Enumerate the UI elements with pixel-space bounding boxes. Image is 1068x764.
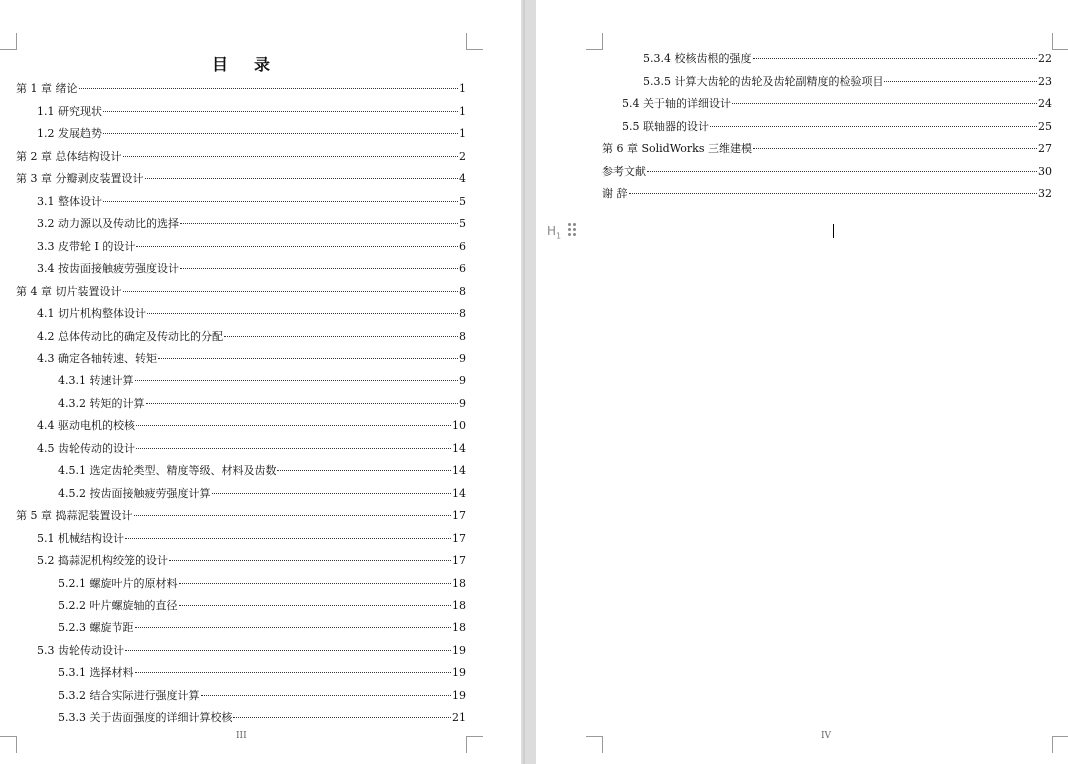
dot-leader <box>136 246 458 247</box>
crop-mark <box>466 736 483 753</box>
toc-entry-text: 5.3.2 结合实际进行强度计算 <box>58 689 200 702</box>
dot-leader <box>180 268 458 269</box>
toc-entry[interactable] <box>37 104 466 120</box>
toc-entry-text: 1.2 发展趋势 <box>37 127 102 140</box>
toc-title <box>0 52 484 75</box>
dot-leader <box>753 148 1037 149</box>
toc-entry-text: 3.1 整体设计 <box>37 195 102 208</box>
dot-leader <box>647 171 1037 172</box>
toc-entry-text: 4.1 切片机构整体设计 <box>37 307 146 320</box>
dot-leader <box>125 538 451 539</box>
toc-entry-page: 18 <box>452 621 466 634</box>
toc-entry-text: 5.4 关于轴的详细设计 <box>622 97 731 110</box>
toc-entry[interactable] <box>58 396 466 412</box>
toc-entry-page: 19 <box>452 689 466 702</box>
page-number: IV <box>821 731 832 741</box>
toc-entry-page: 10 <box>452 419 466 432</box>
crop-mark <box>0 736 17 753</box>
toc-entry-page: 1 <box>459 105 466 118</box>
toc-entry[interactable] <box>37 351 466 367</box>
toc-entry[interactable] <box>16 284 466 300</box>
heading-level-icon[interactable] <box>547 224 561 240</box>
toc-entry-text: 4.5.2 按齿面接触疲劳强度计算 <box>58 487 211 500</box>
toc-entry-page: 19 <box>452 644 466 657</box>
toc-entry[interactable] <box>37 441 466 457</box>
dot-leader <box>103 111 458 112</box>
dot-leader <box>179 583 452 584</box>
dot-leader <box>732 103 1037 104</box>
toc-entry-page: 14 <box>452 442 466 455</box>
crop-mark <box>1052 736 1068 753</box>
dot-leader <box>147 313 458 314</box>
toc-entry-text: 5.3.4 校核齿根的强度 <box>643 52 752 65</box>
toc-entry-page: 18 <box>452 577 466 590</box>
toc-entry[interactable] <box>58 486 466 502</box>
dot-leader <box>136 425 451 426</box>
toc-entry[interactable] <box>602 141 1052 157</box>
toc-entry-text: 5.3.5 计算大齿轮的齿轮及齿轮副精度的检验项目 <box>643 75 884 88</box>
dot-leader <box>135 627 452 628</box>
toc-entry-page: 8 <box>459 307 466 320</box>
dot-leader <box>884 81 1037 82</box>
dot-leader <box>158 358 458 359</box>
toc-entry[interactable] <box>16 508 466 524</box>
toc-entry-text: 5.2.1 螺旋叶片的原材料 <box>58 577 178 590</box>
dot-leader <box>134 515 452 516</box>
crop-mark <box>586 33 603 50</box>
toc-entry[interactable] <box>58 620 466 636</box>
toc-entry-text: 第 5 章 捣蒜泥装置设计 <box>16 509 133 522</box>
toc-entry-page: 17 <box>452 554 466 567</box>
toc-entry-text: 5.3.3 关于齿面强度的详细计算校核 <box>58 711 233 724</box>
dot-leader <box>135 672 452 673</box>
document-page-left <box>0 0 521 764</box>
toc-entry-page: 9 <box>459 352 466 365</box>
toc-entry[interactable] <box>37 306 466 322</box>
toc-entry-page: 6 <box>459 262 466 275</box>
document-page-right <box>536 0 1068 764</box>
toc-entry-text: 5.3.1 选择材料 <box>58 666 134 679</box>
toc-entry-page: 27 <box>1038 142 1052 155</box>
toc-entry-text: 4.5.1 选定齿轮类型、精度等级、材料及齿数 <box>58 464 277 477</box>
toc-entry[interactable] <box>643 74 1052 90</box>
dot-leader <box>629 193 1038 194</box>
dot-leader <box>212 493 452 494</box>
dot-leader <box>123 291 459 292</box>
toc-entry[interactable] <box>37 261 466 277</box>
toc-entry-page: 2 <box>459 150 466 163</box>
dot-leader <box>753 58 1038 59</box>
toc-entry-text: 4.3.2 转矩的计算 <box>58 397 145 410</box>
toc-entry[interactable] <box>58 576 466 592</box>
toc-entry[interactable] <box>58 665 466 681</box>
toc-entry-text: 5.2 捣蒜泥机构绞笼的设计 <box>37 554 168 567</box>
dot-leader <box>135 380 459 381</box>
dot-leader <box>233 717 451 718</box>
toc-entry[interactable] <box>622 119 1052 135</box>
dot-leader <box>224 336 458 337</box>
toc-entry-page: 23 <box>1038 75 1052 88</box>
toc-entry-text: 4.3 确定各轴转速、转矩 <box>37 352 157 365</box>
toc-entry[interactable] <box>602 186 1052 202</box>
toc-entry[interactable] <box>16 149 466 165</box>
toc-entry[interactable] <box>622 96 1052 112</box>
dot-leader <box>145 178 459 179</box>
toc-entry-text: 5.5 联轴器的设计 <box>622 120 709 133</box>
heading-level-letter: H <box>547 224 557 238</box>
toc-title-char-1: 目 <box>211 55 230 74</box>
dot-leader <box>79 88 459 89</box>
toc-entry-text: 第 6 章 SolidWorks 三维建模 <box>602 142 752 155</box>
toc-entry[interactable] <box>58 688 466 704</box>
toc-entry[interactable] <box>58 463 466 479</box>
toc-entry-text: 谢 辞 <box>602 187 628 200</box>
toc-entry-page: 17 <box>452 509 466 522</box>
crop-mark <box>1052 33 1068 50</box>
toc-entry[interactable] <box>37 418 466 434</box>
toc-entry-text: 5.2.3 螺旋节距 <box>58 621 134 634</box>
toc-title-char-2: 录 <box>254 55 273 74</box>
dot-leader <box>201 695 452 696</box>
toc-entry-page: 6 <box>459 240 466 253</box>
toc-entry-text: 3.2 动力源以及传动比的选择 <box>37 217 179 230</box>
toc-entry-text: 3.4 按齿面接触疲劳强度设计 <box>37 262 179 275</box>
toc-entry-page: 9 <box>459 374 466 387</box>
toc-entry[interactable] <box>58 710 466 726</box>
toc-entry-text: 4.3.1 转速计算 <box>58 374 134 387</box>
toc-entry[interactable] <box>37 216 466 232</box>
toc-entry-page: 14 <box>452 464 466 477</box>
toc-entry-text: 4.4 驱动电机的校核 <box>37 419 135 432</box>
toc-entry[interactable] <box>37 239 466 255</box>
drag-handle-icon[interactable] <box>568 222 578 238</box>
toc-entry-page: 18 <box>452 599 466 612</box>
toc-entry-page: 9 <box>459 397 466 410</box>
toc-entry[interactable] <box>37 194 466 210</box>
crop-mark <box>586 736 603 753</box>
toc-entry-page: 14 <box>452 487 466 500</box>
toc-entry-page: 17 <box>452 532 466 545</box>
crop-mark <box>0 33 17 50</box>
toc-entry[interactable] <box>58 373 466 389</box>
toc-entry-page: 5 <box>459 217 466 230</box>
toc-entry[interactable] <box>37 531 466 547</box>
dot-leader <box>136 448 451 449</box>
dot-leader <box>103 133 458 134</box>
toc-entry-page: 21 <box>452 711 466 724</box>
toc-entry[interactable] <box>643 51 1052 67</box>
toc-entry-text: 5.3 齿轮传动设计 <box>37 644 124 657</box>
toc-entry-page: 25 <box>1038 120 1052 133</box>
toc-entry[interactable] <box>16 171 466 187</box>
toc-entry-page: 5 <box>459 195 466 208</box>
toc-entry-page: 8 <box>459 285 466 298</box>
page-gutter <box>521 0 536 764</box>
toc-entry-page: 8 <box>459 330 466 343</box>
toc-entry[interactable] <box>602 164 1052 180</box>
dot-leader <box>123 156 459 157</box>
toc-entry[interactable] <box>16 81 466 97</box>
page-number: III <box>236 731 247 741</box>
toc-entry-text: 参考文献 <box>602 165 646 178</box>
dot-leader <box>179 605 452 606</box>
dot-leader <box>710 126 1037 127</box>
toc-entry-page: 24 <box>1038 97 1052 110</box>
toc-entry-page: 4 <box>459 172 466 185</box>
toc-entry-text: 第 1 章 绪论 <box>16 82 78 95</box>
crop-mark <box>466 33 483 50</box>
heading-level-number: 1 <box>556 231 562 241</box>
toc-entry-page: 1 <box>459 127 466 140</box>
toc-entry-page: 1 <box>459 82 466 95</box>
toc-entry[interactable] <box>37 329 466 345</box>
dot-leader <box>277 470 451 471</box>
toc-entry-page: 22 <box>1038 52 1052 65</box>
toc-entry-text: 5.1 机械结构设计 <box>37 532 124 545</box>
toc-entry-page: 19 <box>452 666 466 679</box>
toc-entry-text: 4.5 齿轮传动的设计 <box>37 442 135 455</box>
toc-entry-text: 3.3 皮带轮 I 的设计 <box>37 240 136 253</box>
dot-leader <box>180 223 458 224</box>
toc-entry[interactable] <box>37 126 466 142</box>
toc-entry-page: 32 <box>1038 187 1052 200</box>
toc-entry-text: 第 3 章 分瓣剥皮装置设计 <box>16 172 144 185</box>
dot-leader <box>103 201 458 202</box>
text-cursor <box>833 224 834 238</box>
dot-leader <box>125 650 451 651</box>
toc-entry[interactable] <box>37 553 466 569</box>
toc-entry-text: 5.2.2 叶片螺旋轴的直径 <box>58 599 178 612</box>
toc-entry-text: 1.1 研究现状 <box>37 105 102 118</box>
dot-leader <box>146 403 459 404</box>
toc-entry-text: 第 4 章 切片装置设计 <box>16 285 122 298</box>
dot-leader <box>169 560 451 561</box>
toc-entry-page: 30 <box>1038 165 1052 178</box>
toc-entry-text: 第 2 章 总体结构设计 <box>16 150 122 163</box>
toc-entry[interactable] <box>58 598 466 614</box>
toc-entry-text: 4.2 总体传动比的确定及传动比的分配 <box>37 330 223 343</box>
toc-entry[interactable] <box>37 643 466 659</box>
